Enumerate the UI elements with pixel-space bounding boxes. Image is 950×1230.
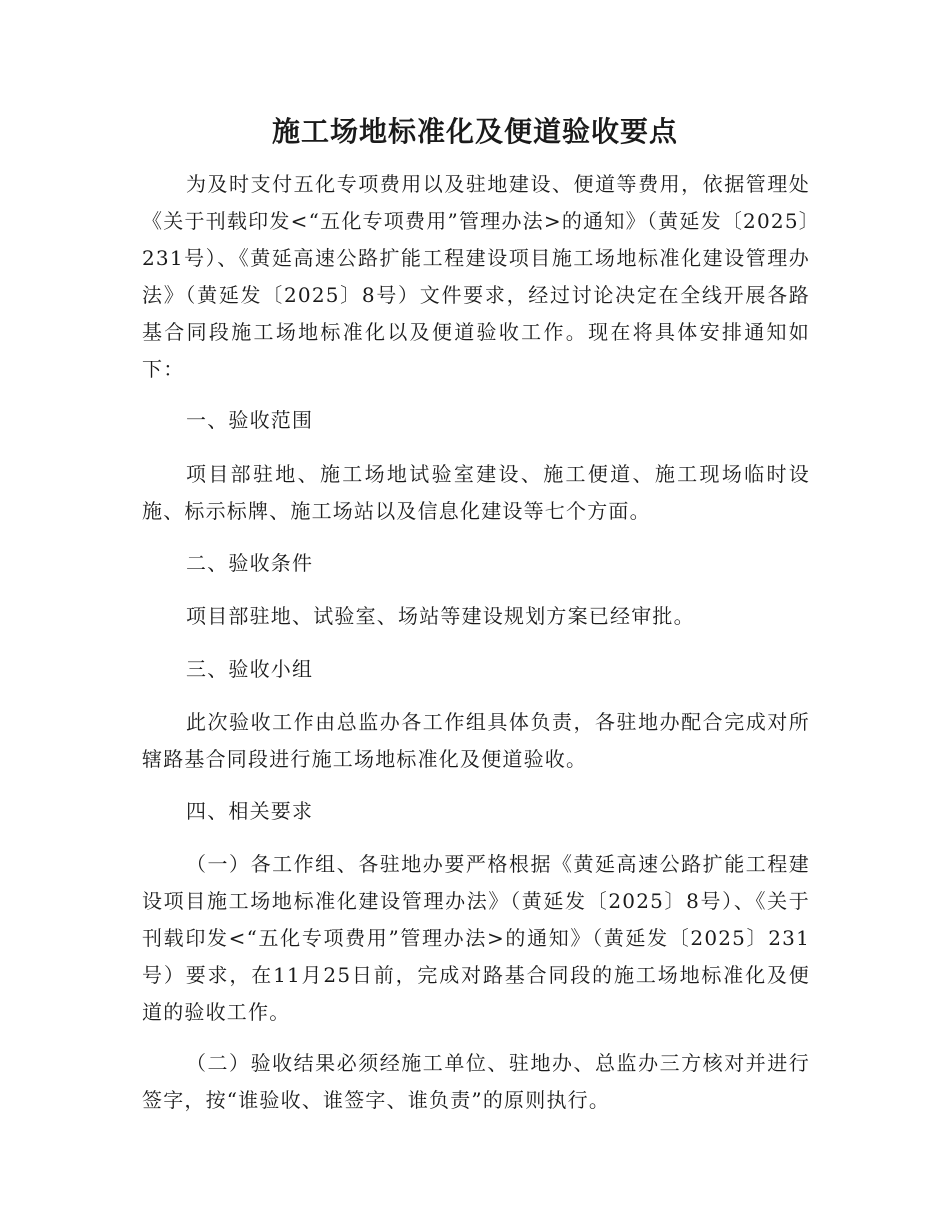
section-heading-requirements: 四、相关要求 bbox=[186, 799, 314, 823]
section-heading-team: 三、验收小组 bbox=[186, 657, 314, 681]
section-body-conditions: 项目部驻地、试验室、场站等建设规划方案已经审批。 bbox=[186, 604, 695, 628]
requirement-item-2: （二）验收结果必须经施工单位、驻地办、总监办三方核对并进行签字，按“谁验收、谁签字、谁负责”的原则执行。 bbox=[142, 1051, 810, 1112]
document-title: 施工场地标准化及便道验收要点 bbox=[271, 115, 678, 148]
section-body-scope: 项目部驻地、施工场地试验室建设、施工便道、施工现场临时设施、标示标牌、施工场站以及信息化建设等七个方面。 bbox=[142, 462, 810, 523]
requirement-item-1: （一）各工作组、各驻地办要严格根据《黄延高速公路扩能工程建设项目施工场地标准化建设管理办法》（黄延发〔2025〕8号）、《关于刊载印发<“五化专项费用”管理办法>的通知》（黄延发〔2025〕231号）要求，在11月25日前，完成对路基合同段的施工场地标准化及便道的验收工作。 bbox=[142, 852, 810, 1024]
section-heading-conditions: 二、验收条件 bbox=[186, 551, 314, 575]
section-heading-scope: 一、验收范围 bbox=[186, 408, 314, 432]
intro-paragraph: 为及时支付五化专项费用以及驻地建设、便道等费用，依据管理处《关于刊载印发<“五化专项费用”管理办法>的通知》（黄延发〔2025〕231号）、《黄延高速公路扩能工程建设项目施工场地标准化建设管理办法》（黄延发〔2025〕8号）文件要求，经过讨论决定在全线开展各路基合同段施工场地标准化以及便道验收工作。现在将具体安排通知如下： bbox=[142, 172, 810, 381]
section-body-team: 此次验收工作由总监办各工作组具体负责，各驻地办配合完成对所辖路基合同段进行施工场地标准化及便道验收。 bbox=[142, 710, 810, 771]
